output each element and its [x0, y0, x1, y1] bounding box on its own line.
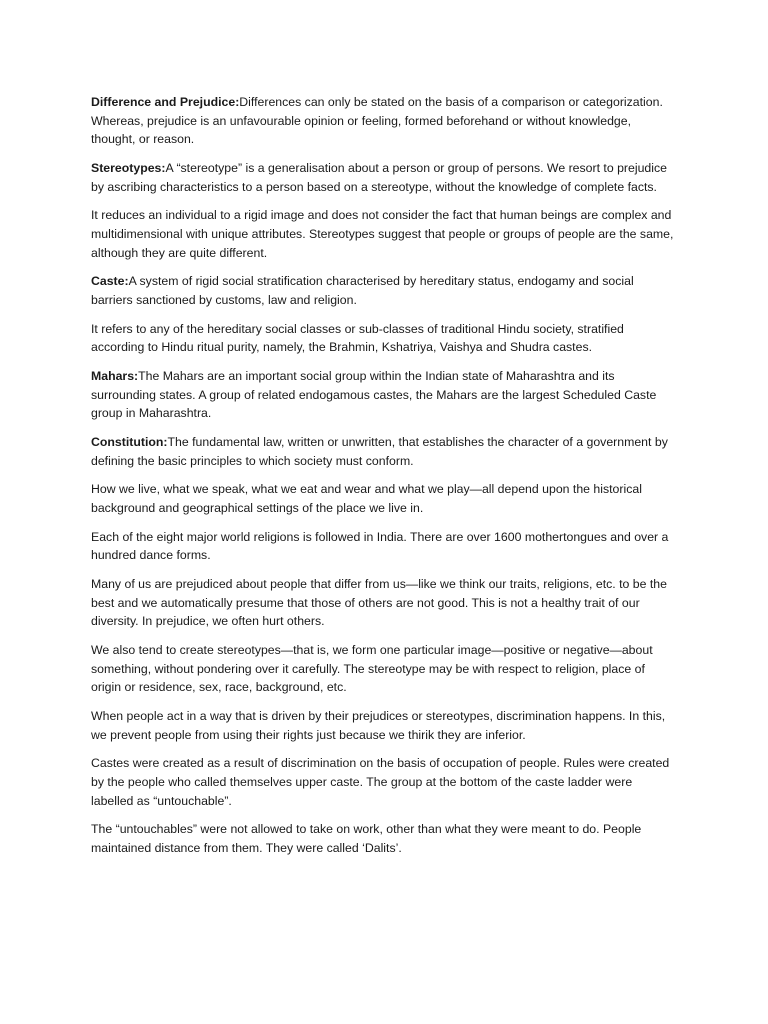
paragraph-religions: [91, 528, 677, 565]
paragraph-text: A “stereotype” is a generalisation about a person or group of persons. We resort to prejudice by ascribing characteristics to a person based on a stereotype, without the knowledge of complete facts.: [91, 160, 667, 194]
paragraph-caste: [91, 272, 677, 309]
paragraph-text: It refers to any of the hereditary social classes or sub-classes of traditional Hindu society, stratified according to Hindu ritual purity, namely, the Brahmin, Kshatriya, Vaishya and Shudra castes.: [91, 321, 624, 355]
paragraph-text: We also tend to create stereotypes—that is, we form one particular image—positive or negative—about something, without pondering over it carefully. The stereotype may be with respect to religion, place of origin or residence, sex, race, background, etc.: [91, 643, 653, 695]
paragraph-text: A system of rigid social stratification characterised by hereditary status, endogamy and social barriers sanctioned by customs, law and religion.: [91, 274, 634, 307]
paragraph-castes-created: [91, 754, 677, 810]
term-label: Difference and Prejudice:: [91, 95, 240, 109]
paragraph-text: Many of us are prejudiced about people that differ from us—like we think our traits, religions, etc. to be the best and we automatically presume that those of others are not good. This is not a healthy trait of our diversity. In prejudice, we often hurt others.: [91, 577, 667, 629]
paragraph-caste-detail: [91, 320, 677, 357]
paragraph-untouchables: [91, 820, 677, 857]
paragraph-constitution: [91, 433, 677, 470]
paragraph-text: The Mahars are an important social group within the Indian state of Maharashtra and its surrounding states. A group of related endogamous castes, the Mahars are the largest Scheduled Caste group in Maharashtra.: [91, 369, 657, 421]
paragraph-text: Castes were created as a result of discrimination on the basis of occupation of people. Rules were created by the people who called themselves upper caste. The group at the bottom of the caste ladder were labelled as “untouchable”.: [91, 756, 670, 808]
term-label: Mahars:: [91, 369, 139, 384]
paragraph-text: When people act in a way that is driven by their prejudices or stereotypes, discrimination happens. In this, we prevent people from using their rights just because we thirik they are inferior.: [91, 709, 666, 742]
paragraph-text: It reduces an individual to a rigid image and does not consider the fact that human beings are complex and multidimensional with unique attributes. Stereotypes suggest that people or groups of people are the same, although they are quite different.: [91, 208, 674, 260]
paragraph-text: How we live, what we speak, what we eat and wear and what we play—all depend upon the historical background and geographical settings of the place we live in.: [91, 482, 642, 515]
paragraph-mahars: [91, 367, 677, 423]
paragraph-discrimination: [91, 707, 677, 744]
paragraph-stereotypes-detail: [91, 206, 677, 262]
paragraph-text: The “untouchables” were not allowed to take on work, other than what they were meant to do. People maintained distance from them. They were called ‘Dalits’.: [91, 822, 642, 856]
paragraph-text: Each of the eight major world religions is followed in India. There are over 1600 mothertongues and over a hundred dance forms.: [91, 529, 669, 563]
document-page: [91, 93, 677, 868]
term-label: Stereotypes:: [91, 160, 166, 175]
term-label: Constitution:: [91, 435, 168, 450]
paragraph-difference-and-prejudice: [91, 93, 677, 149]
paragraph-text: The fundamental law, written or unwritten, that establishes the character of a government by defining the basic principles to which society must conform.: [91, 435, 668, 468]
paragraph-prejudiced: [91, 575, 677, 631]
paragraph-how-we-live: [91, 480, 677, 517]
paragraph-text: Differences can only be stated on the basis of a comparison or categorization. Whereas, prejudice is an unfavourable opinion or feeling, formed beforehand or without knowledge, thought, or reason.: [91, 95, 663, 147]
paragraph-create-stereotypes: [91, 641, 677, 697]
paragraph-stereotypes: [91, 159, 677, 196]
term-label: Caste:: [91, 274, 129, 289]
